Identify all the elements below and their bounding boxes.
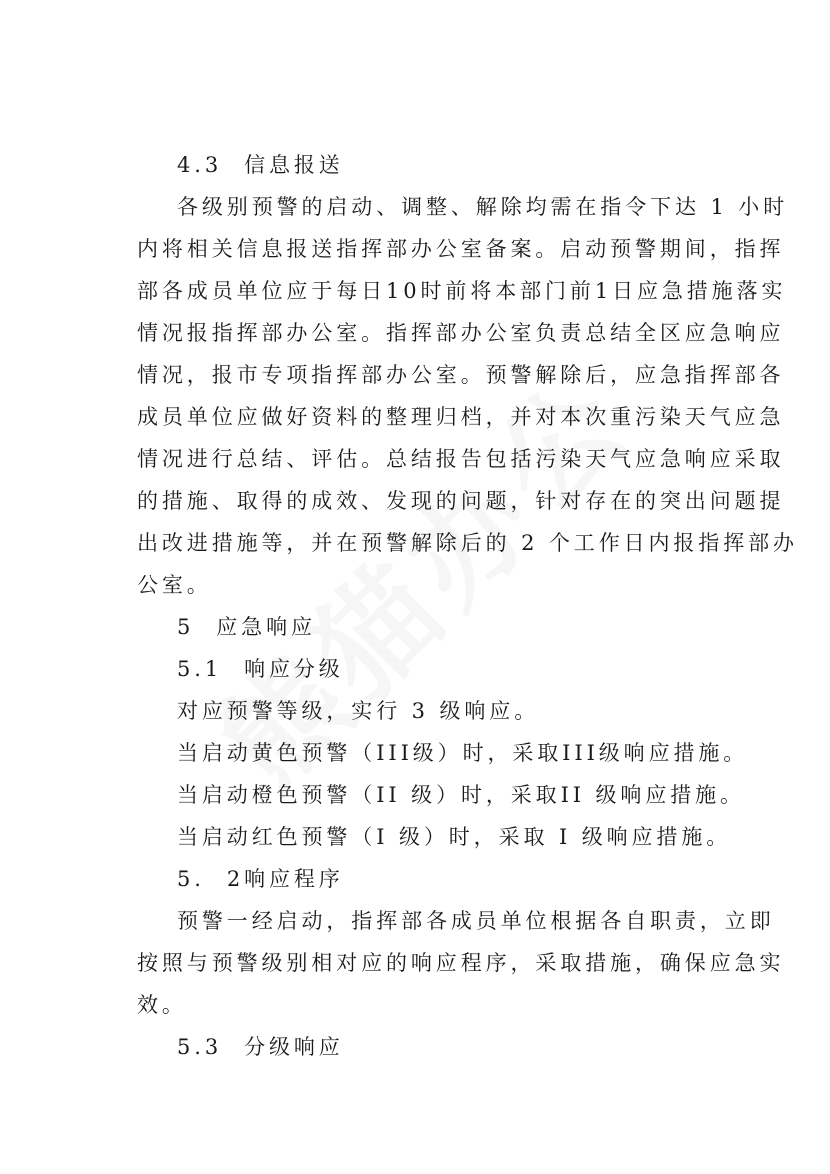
paragraph-line: 对应预警等级，实行 3 级响应。 (177, 699, 540, 723)
paragraph-line: 当启动红色预警（I 级）时，采取 I 级响应措施。 (177, 825, 732, 849)
heading-number: 5.1 (177, 657, 223, 681)
heading-4-3 (177, 155, 344, 176)
heading-title: 信息报送 (244, 153, 344, 177)
paragraph-line: 情况，报市专项指挥部办公室。预警解除后，应急指挥部各 (137, 363, 785, 387)
paragraph-line: 按照与预警级别相对应的响应程序，采取措施，确保应急实 (137, 951, 785, 975)
paragraph-line: 效。 (137, 993, 187, 1017)
heading-5-3 (177, 1037, 344, 1058)
heading-number: 5 (177, 615, 195, 639)
paragraph-line: 情况报指挥部办公室。指挥部办公室负责总结全区应急响应 (137, 321, 785, 345)
heading-number: 5.3 (177, 1035, 223, 1059)
paragraph-line: 出改进措施等，并在预警解除后的 2 个工作日内报指挥部办 (137, 531, 798, 555)
paragraph-line: 各级别预警的启动、调整、解除均需在指令下达 1 小时 (177, 195, 789, 219)
paragraph-line: 当启动橙色预警（II 级）时，采取II 级响应措施。 (177, 783, 745, 807)
heading-title: 应急响应 (216, 615, 316, 639)
heading-number: 4.3 (177, 153, 223, 177)
paragraph-line: 的措施、取得的成效、发现的问题，针对存在的突出问题提 (137, 489, 785, 513)
paragraph-line: 内将相关信息报送指挥部办公室备案。启动预警期间，指挥 (137, 237, 785, 261)
heading-5-1 (177, 659, 344, 680)
paragraph-line: 情况进行总结、评估。总结报告包括污染天气应急响应采取 (137, 447, 785, 471)
heading-title: 2响应程序 (226, 867, 344, 891)
paragraph-line: 部各成员单位应于每日10时前将本部门前1日应急措施落实 (137, 279, 787, 303)
paragraph-line: 公室。 (137, 573, 212, 597)
heading-5 (177, 617, 316, 638)
heading-title: 分级响应 (244, 1035, 344, 1059)
heading-number: 5. (177, 867, 205, 891)
heading-5-2 (177, 869, 344, 890)
paragraph-line: 当启动黄色预警（III级）时，采取III级响应措施。 (177, 741, 749, 765)
paragraph-line: 成员单位应做好资料的整理归档，并对本次重污染天气应急 (137, 405, 785, 429)
paragraph-line: 预警一经启动，指挥部各成员单位根据各自职责，立即 (177, 909, 775, 933)
heading-title: 响应分级 (244, 657, 344, 681)
